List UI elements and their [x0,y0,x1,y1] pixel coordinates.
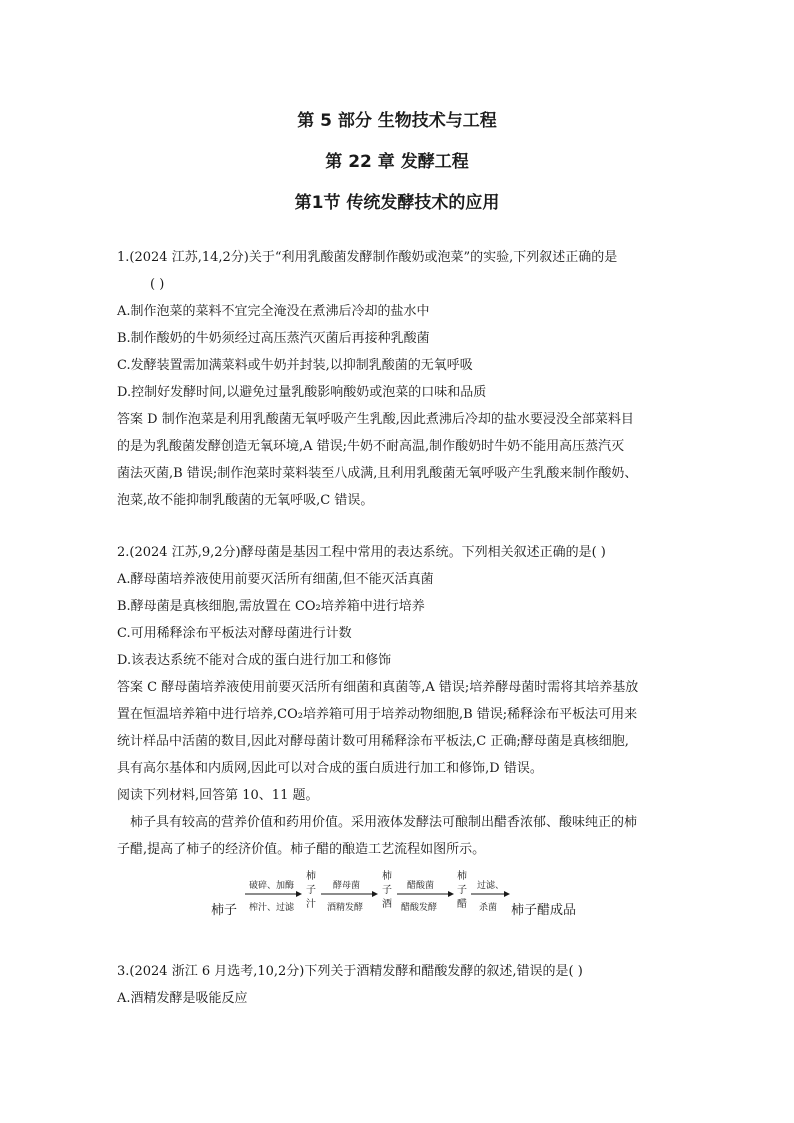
flow-node3-char: 醋 [457,899,467,910]
q1-answer-line: 答案 D 制作泡菜是利用乳酸菌无氧呼吸产生乳酸,因此煮沸后冷却的盐水要浸没全部菜料目 [117,412,634,427]
flow-arrow2-bottom-label: 酒精发酵 [327,903,364,913]
chapter-title: 第 22 章 发酵工程 [325,152,469,172]
reading-intro: 阅读下列材料,回答第 10、11 题。 [117,788,319,803]
q2-answer-line: 答案 C 酵母菌培养液使用前要灭活所有细菌和真菌等,A 错误;培养酵母菌时需将其培养基放 [117,680,639,695]
reading-paragraph-line: 子醋,提高了柿子的经济价值。柿子醋的酿造工艺流程如图所示。 [117,842,486,857]
process-flow-diagram [211,866,591,922]
flow-node3-char: 柿 [457,871,467,882]
q1-answer-line: 菌法灭菌,B 错误;制作泡菜时菜料装至八成满,且利用乳酸菌无氧呼吸产生乳酸来制作酸奶、 [117,466,638,481]
q3-option-a: A.酒精发酵是吸能反应 [117,991,248,1006]
part-title: 第 5 部分 生物技术与工程 [297,111,497,131]
flow-arrow2-top-label: 酵母菌 [333,881,361,891]
flow-arrow3-top-label: 醋酸菌 [407,881,435,891]
reading-paragraph-line: 柿子具有较高的营养价值和药用价值。采用液体发酵法可酿制出醋香浓郁、酸味纯正的柿 [130,815,638,830]
q1-option-a: A.制作泡菜的菜料不宜完全淹没在煮沸后冷却的盐水中 [117,304,430,319]
q2-answer-line: 具有高尔基体和内质网,因此可以对合成的蛋白质进行加工和修饰,D 错误。 [117,761,543,776]
q2-answer-line: 统计样品中活菌的数目,因此对酵母菌计数可用稀释涂布平板法,C 正确;酵母菌是真核细胞, [117,734,629,749]
q2-stem: 2.(2024 江苏,9,2分)酵母菌是基因工程中常用的表达系统。下列相关叙述正确的是( ) [117,545,606,560]
q1-option-d: D.控制好发酵时间,以避免过量乳酸影响酸奶或泡菜的口味和品质 [117,385,487,400]
flow-node1-char: 汁 [306,899,316,910]
q2-option-c: C.可用稀释涂布平板法对酵母菌进行计数 [117,626,352,641]
flow-node2-char: 柿 [382,871,392,882]
section-title: 第1节 传统发酵技术的应用 [294,193,500,213]
q2-answer-line: 置在恒温培养箱中进行培养,CO₂培养箱可用于培养动物细胞,B 错误;稀释涂布平板法可用来 [117,707,638,722]
flow-arrow4-top-label: 过滤、 [477,881,505,891]
flow-node2-char: 酒 [382,899,392,910]
flow-arrow4-bottom-label: 杀菌 [479,903,498,913]
q3-stem: 3.(2024 浙江 6 月选考,10,2分)下列关于酒精发酵和醋酸发酵的叙述,错误的是( ) [117,964,583,979]
flow-arrow1-top-label: 破碎、加酶 [249,881,295,891]
flow-start: 柿子 [211,903,238,918]
flow-arrow3-bottom-label: 醋酸发酵 [401,903,438,913]
q1-answer-line: 的是为乳酸菌发酵创造无氧环境,A 错误;牛奶不耐高温,制作酸奶时牛奶不能用高压蒸汽灭 [117,439,625,454]
flow-node3-char: 子 [457,885,467,896]
q1-stem: 1.(2024 江苏,14,2分)关于“利用乳酸菌发酵制作酸奶或泡菜”的实验,下列叙述正确的是 [117,250,618,265]
q1-option-b: B.制作酸奶的牛奶须经过高压蒸汽灭菌后再接种乳酸菌 [117,331,430,346]
q1-option-c: C.发酵装置需加满菜料或牛奶并封装,以抑制乳酸菌的无氧呼吸 [117,358,473,373]
q2-option-b: B.酵母菌是真核细胞,需放置在 CO₂培养箱中进行培养 [117,599,425,614]
flow-node1-char: 柿 [306,871,316,882]
flow-node1-char: 子 [306,885,316,896]
flow-arrow1-bottom-label: 榨汁、过滤 [249,903,295,913]
q2-option-a: A.酵母菌培养液使用前要灭活所有细菌,但不能灭活真菌 [117,572,434,587]
flow-node2-char: 子 [382,885,392,896]
flow-end: 柿子醋成品 [511,903,577,918]
q2-option-d: D.该表达系统不能对合成的蛋白进行加工和修饰 [117,653,392,668]
q1-blank: ( ) [150,277,165,292]
q1-answer-line: 泡菜,故不能抑制乳酸菌的无氧呼吸,C 错误。 [117,493,374,508]
